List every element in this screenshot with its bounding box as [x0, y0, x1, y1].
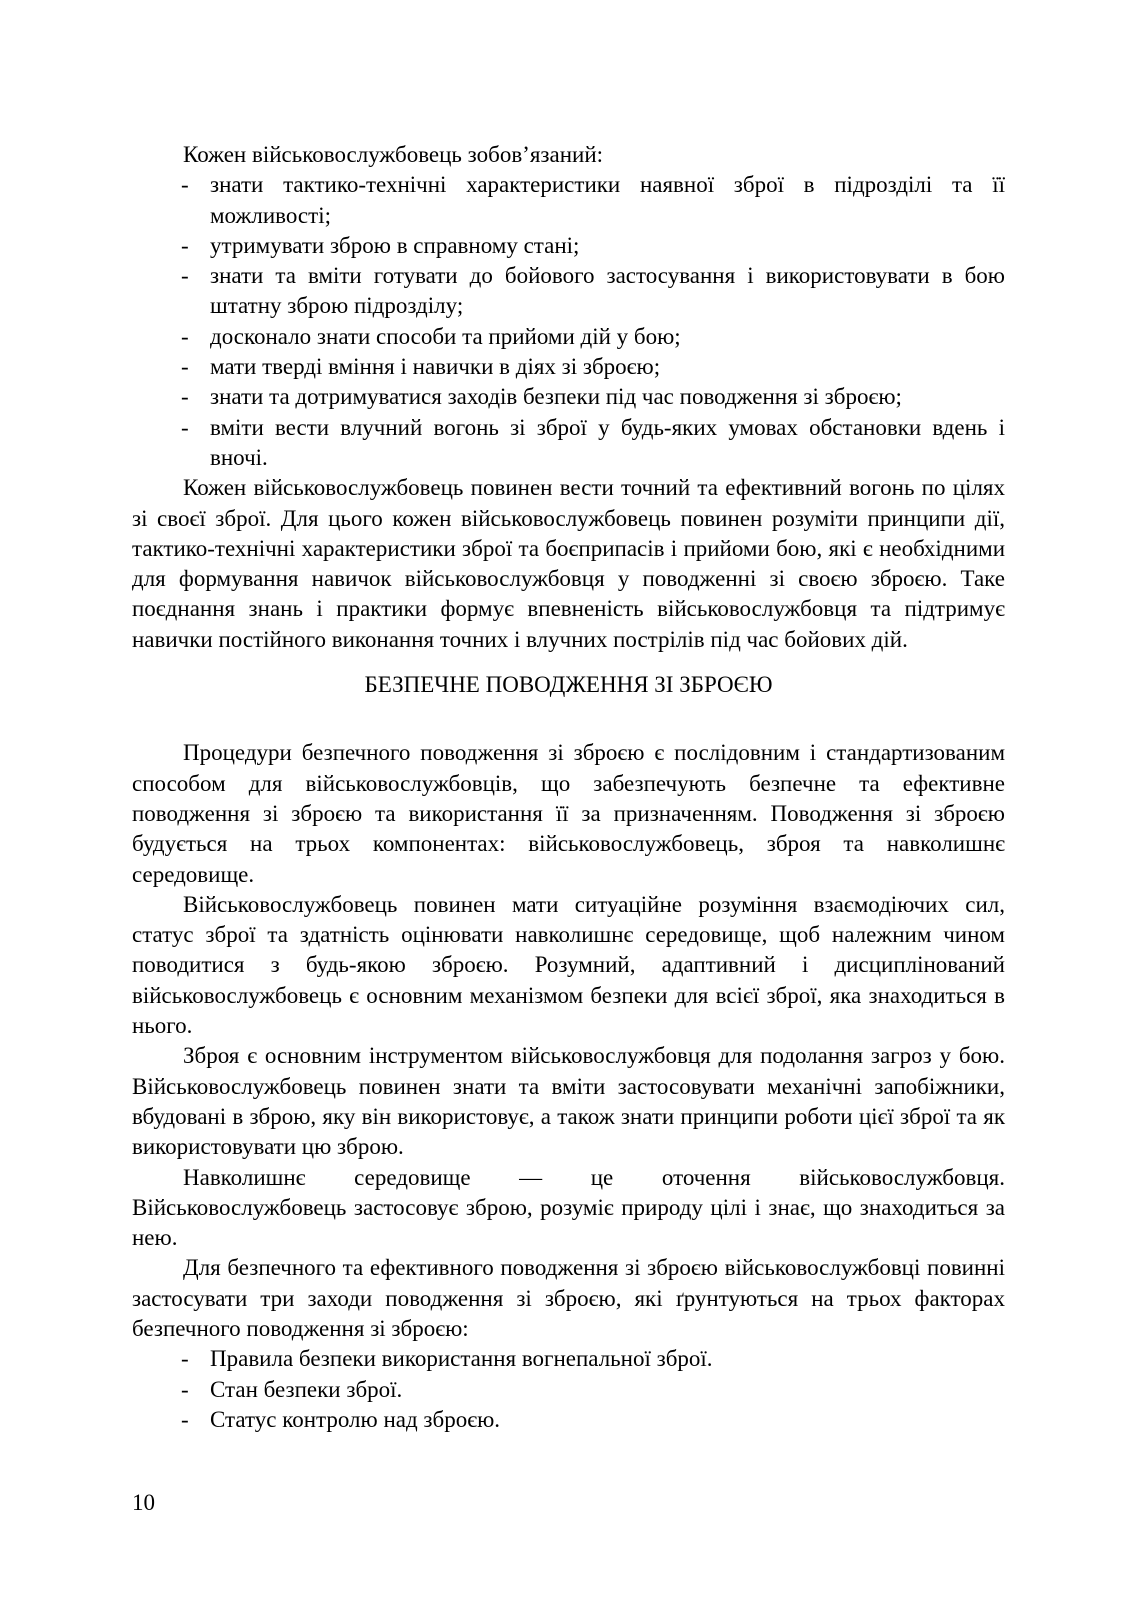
page-number: 10	[132, 1490, 155, 1515]
section-heading: БЕЗПЕЧНЕ ПОВОДЖЕННЯ ЗІ ЗБРОЄЮ	[364, 672, 773, 698]
list-item: - Стан безпеки зброї.	[210, 1375, 1005, 1405]
duties-list	[132, 170, 1005, 473]
list-item: - знати та дотримуватися заходів безпеки під час поводження зі зброєю;	[210, 382, 1005, 412]
list-item: - вміти вести влучний вогонь зі зброї у будь-яких умовах обстановки вдень і вночі.	[210, 413, 1005, 474]
intro-paragraph: Кожен військовослужбовець зобов’язаний:	[183, 142, 604, 167]
body-paragraph: Для безпечного та ефективного поводження зі зброєю військовослужбовці повинні застосувати три заходи поводження зі зброєю, які ґрунтуються на трьох факторах безпечного поводження зі зброєю:	[132, 1255, 1005, 1341]
list-item: - досконало знати способи та прийоми дій у бою;	[210, 322, 1005, 352]
body-paragraph: Військовослужбовець повинен мати ситуаційне розуміння взаємодіючих сил, статус зброї та здатність оцінювати навколишнє середовище, щоб належним чином поводитися з будь-якою зброєю. Розумний, адаптивний і дисциплінований військовослужбовець є основним механізмом безпеки для всієї зброї, яка знаходиться в нього.	[132, 891, 1005, 1039]
body-paragraph: Кожен військовослужбовець повинен вести точний та ефективний вогонь по цілях зі своєї зброї. Для цього кожен військовослужбовець повинен розуміти принципи дії, тактико-технічні характеристики зброї та боєприпасів і прийоми бою, які є необхідними для формування навичок військовослужбовця у поводженні зі своєю зброєю. Таке поєднання знань і практики формує впевненість військовослужбовця та підтримує навички постійного виконання точних і влучних пострілів під час бойових дій.	[132, 475, 1005, 652]
body-paragraph: Процедури безпечного поводження зі зброєю є послідовним і стандартизованим способом для військовослужбовців, що забезпечують безпечне та ефективне поводження зі зброєю та використання її за призначенням. Поводження зі зброєю будується на трьох компонентах: військовослужбовець, зброя та навколишнє середовище.	[132, 740, 1005, 887]
list-item: - знати тактико-технічні характеристики наявної зброї в підрозділі та її можливості;	[210, 170, 1005, 231]
list-item: - Статус контролю над зброєю.	[210, 1405, 1005, 1435]
list-item: - знати та вміти готувати до бойового застосування і використовувати в бою штатну зброю підрозділу;	[210, 261, 1005, 322]
list-item: - Правила безпеки використання вогнепальної зброї.	[210, 1344, 1005, 1374]
body-paragraph: Навколишнє середовище — це оточення військовослужбовця. Військовослужбовець застосовує зброю, розуміє природу цілі і знає, що знаходиться за нею.	[132, 1164, 1005, 1251]
page-content	[132, 140, 1005, 1435]
list-item: - мати тверді вміння і навички в діях зі зброєю;	[210, 352, 1005, 382]
body-paragraph: Зброя є основним інструментом військовослужбовця для подолання загроз у бою. Військовослужбовець повинен знати та вміти застосовувати механічні запобіжники, вбудовані в зброю, яку він використовує, а також знати принципи роботи цієї зброї та як використовувати цю зброю.	[132, 1043, 1005, 1160]
factors-list	[132, 1344, 1005, 1435]
list-item: - утримувати зброю в справному стані;	[210, 231, 1005, 261]
